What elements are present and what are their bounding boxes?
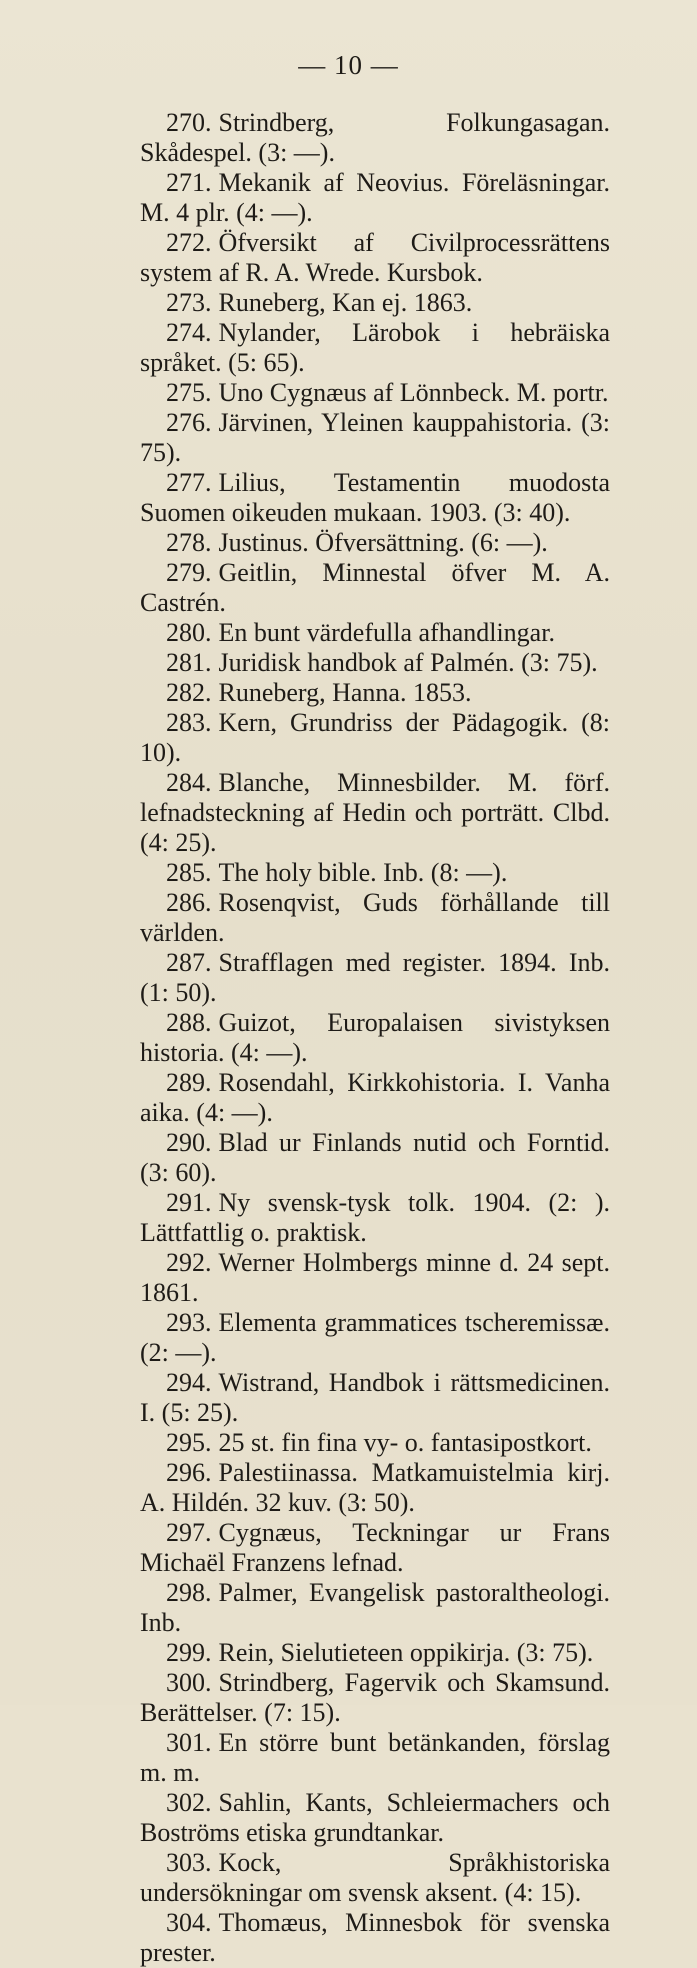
entry-number: 278. [166, 528, 212, 557]
entry-number: 274. [166, 318, 212, 347]
entry-text: En större bunt betänkanden, förslag m. m. [140, 1728, 610, 1787]
entry-text: Blad ur Finlands nutid och Forntid. (3: 60). [140, 1128, 610, 1187]
list-item [140, 948, 610, 1008]
entry-number: 286. [166, 888, 212, 917]
entry-number: 288. [166, 1008, 212, 1037]
entry-number: 302. [166, 1788, 212, 1817]
entry-number: 300. [166, 1668, 212, 1697]
entry-text: Werner Holmbergs minne d. 24 sept. 1861. [140, 1248, 610, 1307]
entry-number: 272. [166, 228, 212, 257]
entry-number: 298. [166, 1578, 212, 1607]
entry-text: Sahlin, Kants, Schleiermachers och Boströms etiska grundtankar. [140, 1788, 610, 1847]
entry-text: Justinus. Öfversättning. (6: —). [218, 528, 548, 557]
list-item [140, 1668, 610, 1728]
list-item [140, 168, 610, 228]
entry-text: Strindberg, Folkungasagan. Skådespel. (3: —). [140, 108, 610, 167]
list-item [140, 648, 610, 678]
entry-text: Ny svensk-tysk tolk. 1904. (2: ). Lättfattlig o. praktisk. [140, 1188, 610, 1247]
entry-text: Cygnæus, Teckningar ur Frans Michaël Franzens lefnad. [140, 1518, 610, 1577]
list-item [140, 678, 610, 708]
entry-text: Nylander, Lärobok i hebräiska språket. (5: 65). [140, 318, 610, 377]
list-item [140, 1638, 610, 1668]
entry-number: 277. [166, 468, 212, 497]
list-item [140, 1458, 610, 1518]
entry-number: 276. [166, 408, 212, 437]
entry-number: 283. [166, 708, 212, 737]
list-item [140, 1908, 610, 1968]
entry-number: 280. [166, 618, 212, 647]
list-item [140, 1728, 610, 1788]
list-item [140, 618, 610, 648]
entry-text: Lilius, Testamentin muodosta Suomen oikeuden mukaan. 1903. (3: 40). [140, 468, 610, 527]
entry-text: Wistrand, Handbok i rättsmedicinen. I. (5: 25). [140, 1368, 610, 1427]
list-item [140, 768, 610, 858]
entry-text: Strafflagen med register. 1894. Inb. (1: 50). [140, 948, 610, 1007]
list-item [140, 558, 610, 618]
entry-number: 271. [166, 168, 212, 197]
list-item [140, 288, 610, 318]
list-item [140, 888, 610, 948]
list-item [140, 528, 610, 558]
entry-number: 291. [166, 1188, 212, 1217]
entry-number: 287. [166, 948, 212, 977]
entry-number: 292. [166, 1248, 212, 1277]
list-item [140, 318, 610, 378]
entry-text: Palmer, Evangelisk pastoraltheologi. Inb. [140, 1578, 610, 1637]
list-item [140, 1788, 610, 1848]
entry-text: Thomæus, Minnesbok för svenska prester. [140, 1908, 610, 1967]
list-item [140, 708, 610, 768]
entry-text: En bunt värdefulla afhandlingar. [218, 618, 555, 647]
entry-text: Järvinen, Yleinen kauppahistoria. (3: 75). [140, 408, 610, 467]
list-item [140, 1308, 610, 1368]
list-item [140, 1128, 610, 1188]
entry-number: 297. [166, 1518, 212, 1547]
entry-text: The holy bible. Inb. (8: —). [218, 858, 508, 887]
list-item [140, 1068, 610, 1128]
entry-number: 304. [166, 1908, 212, 1937]
entry-number: 290. [166, 1128, 212, 1157]
entry-number: 275. [166, 378, 212, 407]
entry-number: 282. [166, 678, 212, 707]
entry-number: 273. [166, 288, 212, 317]
entry-number: 279. [166, 558, 212, 587]
entry-number: 281. [166, 648, 212, 677]
entry-number: 299. [166, 1638, 212, 1667]
entry-text: Uno Cygnæus af Lönnbeck. M. portr. [218, 378, 609, 407]
entry-text: Guizot, Europalaisen sivistyksen historia. (4: —). [140, 1008, 610, 1067]
list-item [140, 1848, 610, 1908]
entry-number: 270. [166, 108, 212, 137]
entry-text: Runeberg, Kan ej. 1863. [218, 288, 473, 317]
entry-number: 289. [166, 1068, 212, 1097]
list-item [140, 378, 610, 408]
entry-text: Kock, Språkhistoriska undersökningar om svensk aksent. (4: 15). [140, 1848, 610, 1907]
list-item [140, 228, 610, 288]
entry-text: Rosenqvist, Guds förhållande till världen. [140, 888, 610, 947]
entry-number: 285. [166, 858, 212, 887]
entry-number: 295. [166, 1428, 212, 1457]
list-item [140, 858, 610, 888]
entry-text: Runeberg, Hanna. 1853. [218, 678, 472, 707]
list-item [140, 1518, 610, 1578]
entry-text: Öfversikt af Civilprocessrättens system af R. A. Wrede. Kursbok. [140, 228, 610, 287]
entry-text: Strindberg, Fagervik och Skamsund. Berättelser. (7: 15). [140, 1668, 610, 1727]
entry-text: Rein, Sielutieteen oppikirja. (3: 75). [218, 1638, 594, 1667]
entry-text: Elementa grammatices tscheremissæ. (2: —). [140, 1308, 610, 1367]
entry-number: 284. [166, 768, 212, 797]
list-item [140, 108, 610, 168]
list-item [140, 1008, 610, 1068]
list-item [140, 408, 610, 468]
list-item [140, 1368, 610, 1428]
page-number: — 10 — [298, 50, 399, 80]
entry-text: 25 st. fin fina vy- o. fantasipostkort. [218, 1428, 592, 1457]
entry-text: Geitlin, Minnestal öfver M. A. Castrén. [140, 558, 610, 617]
entry-text: Blanche, Minnesbilder. M. förf. lefnadsteckning af Hedin och porträtt. Clbd. (4: 25). [140, 768, 610, 857]
list-item [140, 1428, 610, 1458]
entry-text: Mekanik af Neovius. Föreläsningar. M. 4 plr. (4: —). [140, 168, 610, 227]
entry-number: 296. [166, 1458, 212, 1487]
list-item [140, 1188, 610, 1248]
entry-number: 301. [166, 1728, 212, 1757]
entry-number: 303. [166, 1848, 212, 1877]
entry-number: 293. [166, 1308, 212, 1337]
entry-list [140, 108, 610, 1968]
list-item [140, 468, 610, 528]
entry-text: Palestiinassa. Matkamuistelmia kirj. A. Hildén. 32 kuv. (3: 50). [140, 1458, 610, 1517]
entry-number: 294. [166, 1368, 212, 1397]
list-item [140, 1248, 610, 1308]
entry-text: Kern, Grundriss der Pädagogik. (8: 10). [140, 708, 610, 767]
list-item [140, 1578, 610, 1638]
entry-text: Rosendahl, Kirkkohistoria. I. Vanha aika. (4: —). [140, 1068, 610, 1127]
entry-text: Juridisk handbok af Palmén. (3: 75). [218, 648, 598, 677]
